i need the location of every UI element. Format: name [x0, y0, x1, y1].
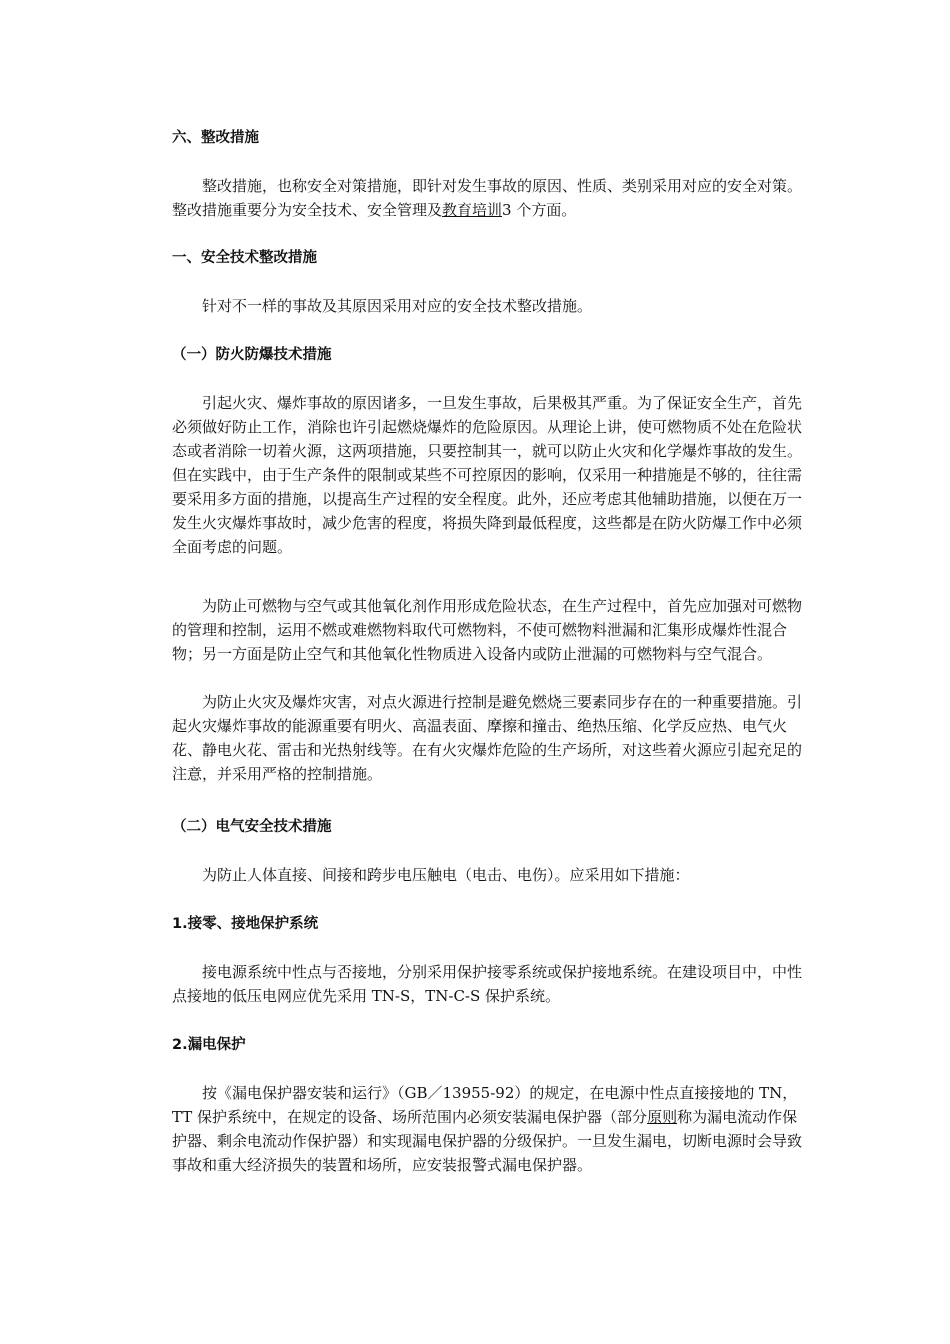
- paragraph-intro: [172, 174, 812, 222]
- education-training-link[interactable]: 教育培训: [442, 201, 503, 219]
- heading-grounding-system: 1.接零、接地保护系统: [172, 916, 319, 932]
- paragraph-combustible-control: 为防止可燃物与空气或其他氧化剂作用形成危险状态，在生产过程中，首先应加强对可燃物的管理和控制，运用不燃或难燃物料取代可燃物料，不使可燃物料泄漏和汇集形成爆炸性混合物；另一方面是防止空气和其他氧化性物质进入设备内或防止泄漏的可燃物料与空气混合。: [172, 597, 803, 663]
- paragraph-leakage-text-a: 按《漏电保护器安装和运行》（GB／13955-92）的规定，在电源中性点直接接地的 TN，TT 保护系统中，在规定的设备、场所范围内必须安装漏电保护器（部分: [172, 1084, 798, 1126]
- paragraph-intro-text-b: 3 个方面。: [502, 201, 577, 219]
- heading-electrical-safety: （二）电气安全技术措施: [172, 819, 332, 835]
- paragraph-technical-intro: 针对不一样的事故及其原因采用对应的安全技术整改措施。: [202, 297, 593, 315]
- heading-leakage-protection: 2.漏电保护: [172, 1037, 246, 1053]
- paragraph-fire-causes: 引起火灾、爆炸事故的原因诸多，一旦发生事故，后果极其严重。为了保证安全生产，首先必须做好防止工作，消除也许引起燃烧爆炸的危险原因。从理论上讲，使可燃物质不处在危险状态或者消除一切着火源，这两项措施，只要控制其一，就可以防止火灾和化学爆炸事故的发生。但在实践中，由于生产条件的限制或某些不可控原因的影响，仅采用一种措施是不够的，往往需要采用多方面的措施，以提高生产过程的安全程度。此外，还应考虑其他辅助措施，以便在万一发生火灾爆炸事故时，减少危害的程度，将损失降到最低程度，这些都是在防火防爆工作中必须全面考虑的问题。: [172, 394, 803, 556]
- heading-safety-technical-measures: 一、安全技术整改措施: [172, 250, 317, 266]
- heading-fire-explosion-prevention: （一）防火防爆技术措施: [172, 347, 332, 363]
- paragraph-leakage: [172, 1081, 812, 1177]
- paragraph-electric-shock: 为防止人体直接、间接和跨步电压触电（电击、电伤）。应采用如下措施：: [202, 866, 690, 884]
- paragraph-intro-text-a: 整改措施，也称安全对策措施，即针对发生事故的原因、性质、类别采用对应的安全对策。整改措施重要分为安全技术、安全管理及: [172, 177, 803, 219]
- paragraph-leakage-text-b: 称为漏电流动作保护器、剩余电流动作保护器）和实现漏电保护器的分级保护。一旦发生漏电，切断电源时会导致事故和重大经济损失的装置和场所，应安装报警式漏电保护器。: [172, 1108, 803, 1174]
- paragraph-ignition-control: 为防止火灾及爆炸灾害，对点火源进行控制是避免燃烧三要素同步存在的一种重要措施。引起火灾爆炸事故的能源重要有明火、高温表面、摩擦和撞击、绝热压缩、化学反应热、电气火花、静电火花、雷击和光热射线等。在有火灾爆炸危险的生产场所，对这些着火源应引起充足的注意，并采用严格的控制措施。: [172, 693, 803, 783]
- standard-link[interactable]: 原则: [647, 1108, 678, 1126]
- heading-rectification-measures: 六、整改措施: [172, 130, 259, 146]
- paragraph-grounding: 接电源系统中性点与否接地，分别采用保护接零系统或保护接地系统。在建设项目中，中性点接地的低压电网应优先采用 TN-S，TN-C-S 保护系统。: [172, 963, 803, 1005]
